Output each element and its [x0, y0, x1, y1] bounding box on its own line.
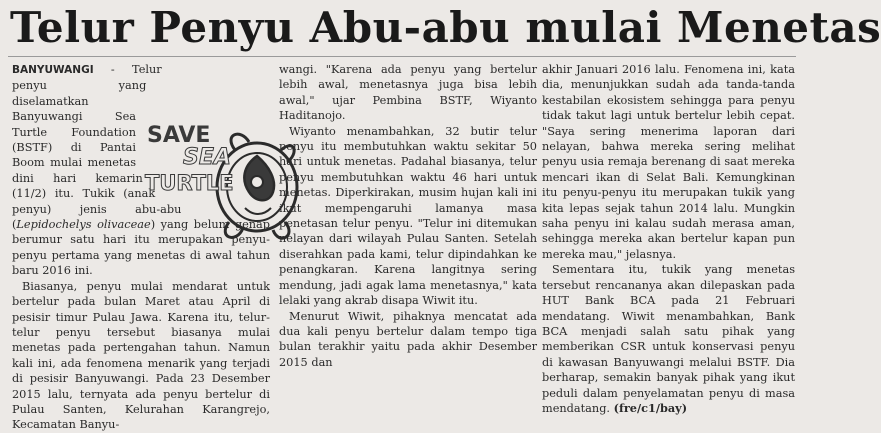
- headline-divider: [8, 56, 796, 57]
- logo-text-save: SAVE: [147, 123, 211, 148]
- logo-text-turtle: TURTLE: [145, 171, 234, 195]
- paragraph-1-tail: ) yang belum genap berumur satu hari itu merupakan penyu-penyu pertama yang menetas di awal tahun baru 2016 ini.: [12, 218, 270, 278]
- paragraph-3: wangi. "Karena ada penyu yang bertelur lebih awal, menetasnya juga bisa lebih awal," ujar Pembina BSTF, Wiyanto Haditanojo.: [279, 63, 537, 123]
- paragraph-1-text: - Telur penyu yang diselamatkan Banyuwangi Sea Turtle Foundation (BSTF) di Pantai Boom mulai menetas dini hari kemarin (11/2) itu. Tukik (anak penyu) jenis abu-abu (: [12, 63, 182, 232]
- paragraph-7-text: Sementara itu, tukik yang menetas tersebut rencananya akan dilepaskan pada HUT Bank BCA pada 21 Februari mendatang. Wiwit menambahkan, Bank BCA menjadi salah satu pihak yang memberikan CSR untuk konservasi penyu di kawasan Banyuwangi melalui BSTF. Dia berharap, semakin banyak pihak yang ikut peduli dalam penyelamatan penyu di masa mendatang.: [542, 263, 795, 415]
- byline-signoff: (fre/c1/bay): [613, 400, 688, 415]
- paragraph-7: [542, 262, 795, 416]
- headline: Telur Penyu Abu-abu mulai Menetas: [10, 3, 881, 52]
- paragraph-5: Menurut Wiwit, pihaknya mencatat ada dua kali penyu bertelur dalam tempo tiga bulan terakhir yaitu pada akhir Desember 2015 dan: [279, 309, 537, 369]
- paragraph-6: akhir Januari 2016 lalu. Fenomena ini, kata dia, menunjukkan sudah ada tanda-tanda kestabilan ekosistem sehingga para penyu tidak takut lagi untuk bertelur lebih cepat. "Saya sering menerima laporan dari nelayan, bahwa mereka sering melihat penyu usia remaja berenang di saat mereka mencari ikan di Selat Bali. Kemungkinan itu penyu-penyu itu merupakan tukik yang kita lepas sejak tahun 2014 lalu. Mungkin saha penyu ini kalau sudah merasa aman, sehingga mereka akan bertelur kapan pun mereka mau," jelasnya.: [542, 63, 795, 261]
- article-column-3: [542, 62, 795, 415]
- logo-text-sea: SEA: [183, 145, 231, 170]
- dateline: BANYUWANGI: [12, 64, 94, 76]
- species-name: Lepidochelys olivaceae: [16, 218, 151, 232]
- save-sea-turtle-logo: [145, 112, 305, 262]
- paragraph-2: Biasanya, penyu mulai mendarat untuk bertelur pada bulan Maret atau April di pesisir timur Pulau Jawa. Karena itu, telur-telur penyu tersebut biasanya mulai menetas pada pertengahan tahun. Namun kali ini, ada fenomena menarik yang terjadi di pesisir Banyuwangi. Pada 23 Desember 2015 lalu, ternyata ada penyu bertelur di Pulau Santen, Kelurahan Karangrejo, Kecamatan Banyu-: [12, 279, 270, 432]
- article-column-2: [279, 62, 537, 404]
- paragraph-4: Wiyanto menambahkan, 32 butir telur penyu itu membutuhkan waktu sekitar 50 hari untuk menetas. Padahal biasanya, telur penyu membutuhkan waktu 46 hari untuk menetas. Diperkirakan, musim hujan kali ini ikut mempengaruhi lamanya masa penetasan telur penyu. "Telur ini ditemukan nelayan dari wilayah Pulau Santen. Setelah diserahkan pada kami, telur dipindahkan ke penangkaran. Karena langitnya sering mendung, jadi agak lama menetasnya," kata lelaki yang akrab disapa Wiwit itu.: [279, 124, 537, 308]
